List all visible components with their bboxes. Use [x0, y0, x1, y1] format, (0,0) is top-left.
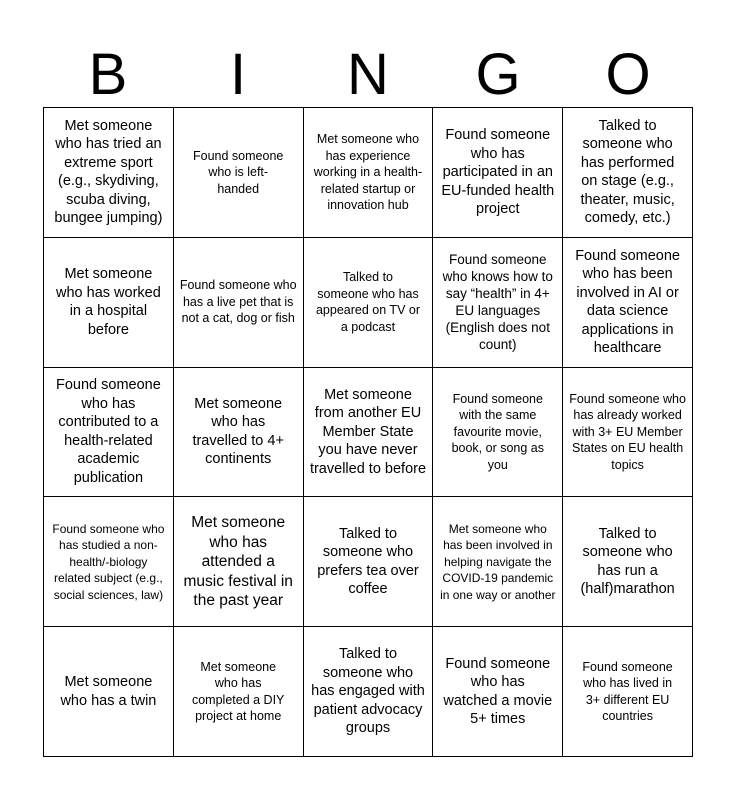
bingo-cell-r1-c1: Met someone who has tried an extreme sport (e.g., skydiving, scuba diving, bungee jumping): [44, 108, 174, 238]
bingo-cell-r3-c5: Found someone who has already worked with 3+ EU Member States on EU health topics: [563, 368, 693, 498]
bingo-cell-r2-c3: Talked to someone who has appeared on TV or a podcast: [304, 238, 434, 368]
bingo-cell-r3-c1: Found someone who has contributed to a health-related academic publication: [44, 368, 174, 498]
bingo-cell-r3-c2: Met someone who has travelled to 4+ continents: [174, 368, 304, 498]
bingo-cell-r5-c1: Met someone who has a twin: [44, 627, 174, 757]
header-letter-i: I: [229, 42, 247, 107]
bingo-board: [43, 107, 693, 757]
bingo-cell-r3-c4: Found someone with the same favourite movie, book, or song as you: [433, 368, 563, 498]
bingo-cell-r2-c1: Met someone who has worked in a hospital before: [44, 238, 174, 368]
header-letter-b: B: [88, 42, 128, 107]
bingo-cell-r5-c4: Found someone who has watched a movie 5+ times: [433, 627, 563, 757]
bingo-cell-r1-c3: Met someone who has experience working in a health-related startup or innovation hub: [304, 108, 434, 238]
bingo-header: [43, 44, 693, 106]
bingo-cell-r2-c5: Found someone who has been involved in AI or data science applications in healthcare: [563, 238, 693, 368]
bingo-cell-r1-c4: Found someone who has participated in an EU-funded health project: [433, 108, 563, 238]
bingo-cell-r4-c4: Met someone who has been involved in helping navigate the COVID-19 pandemic in one way or another: [433, 497, 563, 627]
header-letter-n: N: [347, 42, 389, 107]
bingo-cell-r5-c2: Met someone who has completed a DIY project at home: [174, 627, 304, 757]
bingo-cell-r2-c4: Found someone who knows how to say “health” in 4+ EU languages (English does not count): [433, 238, 563, 368]
bingo-cell-r1-c5: Talked to someone who has performed on stage (e.g., theater, music, comedy, etc.): [563, 108, 693, 238]
bingo-cell-r2-c2: Found someone who has a live pet that is not a cat, dog or fish: [174, 238, 304, 368]
header-letter-o: O: [605, 42, 651, 107]
bingo-cell-r4-c1: Found someone who has studied a non-health/-biology related subject (e.g., social sciences, law): [44, 497, 174, 627]
bingo-cell-r1-c2: Found someone who is left-handed: [174, 108, 304, 238]
bingo-cell-r5-c5: Found someone who has lived in 3+ different EU countries: [563, 627, 693, 757]
bingo-cell-r4-c3: Talked to someone who prefers tea over coffee: [304, 497, 434, 627]
header-letter-g: G: [475, 42, 521, 107]
bingo-cell-r3-c3: Met someone from another EU Member State you have never travelled to before: [304, 368, 434, 498]
bingo-cell-r4-c5: Talked to someone who has run a (half)marathon: [563, 497, 693, 627]
bingo-cell-r5-c3: Talked to someone who has engaged with patient advocacy groups: [304, 627, 434, 757]
bingo-cell-r4-c2: Met someone who has attended a music festival in the past year: [174, 497, 304, 627]
